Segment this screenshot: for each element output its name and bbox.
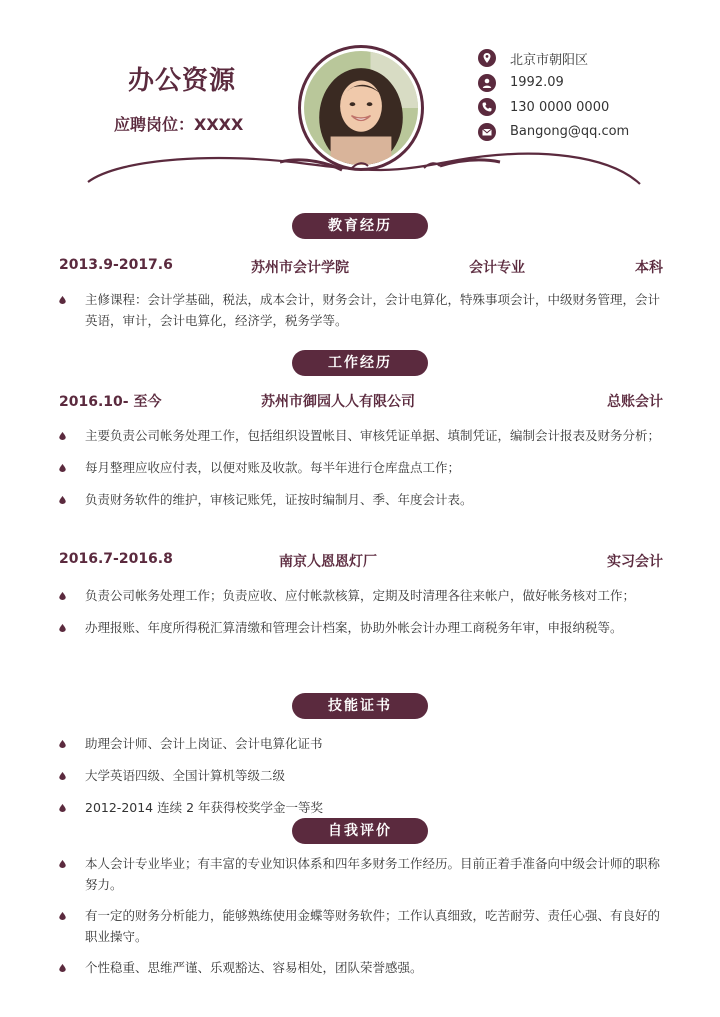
work-row-1 xyxy=(59,391,663,413)
candidate-name: 办公资源 xyxy=(128,66,237,96)
job-period: 2016.7-2016.8 xyxy=(59,551,173,567)
education-degree: 本科 xyxy=(635,260,663,276)
education-period: 2013.9-2017.6 xyxy=(59,257,173,273)
bullet-drop-icon xyxy=(59,860,66,868)
bullet-drop-icon xyxy=(59,496,66,504)
list-item: 个性稳重、思维严谨、乐观豁达、容易相处，团队荣誉感强。 xyxy=(59,957,671,978)
bullet-drop-icon xyxy=(59,804,66,812)
list-item: 大学英语四级、全国计算机等级二级 xyxy=(59,765,671,786)
job-company: 南京人恩恩灯厂 xyxy=(279,554,377,570)
contact-birth xyxy=(478,71,629,96)
bullet-drop-icon xyxy=(59,740,66,748)
section-title-skills: 技能证书 xyxy=(292,693,428,719)
bullet-drop-icon xyxy=(59,432,66,440)
list-item: 主修课程：会计学基础，税法，成本会计，财务会计，会计电算化，特殊事项会计，中级财务管理，会计英语，审计，会计电算化，经济学，税务学等。 xyxy=(59,289,671,331)
list-item: 每月整理应收应付表，以便对账及收款。每半年进行仓库盘点工作； xyxy=(59,457,671,478)
list-item: 负责公司帐务处理工作；负责应收、应付帐款核算，定期及时清理各往来帐户，做好帐务核对工作； xyxy=(59,585,671,606)
phone-icon xyxy=(478,98,496,116)
section-title-self-evaluation: 自我评价 xyxy=(292,818,428,844)
decorative-swirl xyxy=(80,140,646,190)
education-major: 会计专业 xyxy=(469,260,525,276)
bullet-drop-icon xyxy=(59,296,66,304)
contact-birth-text: 1992.09 xyxy=(510,75,564,91)
contact-phone-text: 130 0000 0000 xyxy=(510,99,610,115)
contact-location-text: 北京市朝阳区 xyxy=(510,52,589,68)
job-role: 实习会计 xyxy=(607,554,663,570)
contact-list xyxy=(478,46,629,144)
job-role: 总账会计 xyxy=(607,394,663,410)
self-evaluation-list xyxy=(59,853,671,978)
education-row xyxy=(59,257,663,279)
list-item: 主要负责公司帐务处理工作，包括组织设置帐目、审核凭证单据、填制凭证，编制会计报表及财务分析； xyxy=(59,425,671,446)
job-1-details xyxy=(59,425,671,510)
work-row-2 xyxy=(59,551,663,573)
bullet-drop-icon xyxy=(59,772,66,780)
bullet-drop-icon xyxy=(59,464,66,472)
person-icon xyxy=(478,74,496,92)
location-pin-icon xyxy=(478,49,496,67)
contact-email-text: Bangong@qq.com xyxy=(510,124,630,140)
list-item: 负责财务软件的维护，审核记账凭，证按时编制月、季、年度会计表。 xyxy=(59,489,671,510)
education-school: 苏州市会计学院 xyxy=(251,260,349,276)
job-2-details xyxy=(59,585,671,638)
bullet-drop-icon xyxy=(59,912,66,920)
list-item: 2012-2014 连续 2 年获得校奖学金一等奖 xyxy=(59,797,671,818)
list-item: 办理报账、年度所得税汇算清缴和管理会计档案，协助外帐会计办理工商税务年审，申报纳税等。 xyxy=(59,617,671,638)
contact-location xyxy=(478,46,629,71)
applied-position: 应聘岗位：XXXX xyxy=(114,115,244,134)
list-item: 本人会计专业毕业；有丰富的专业知识体系和四年多财务工作经历。目前正着手准备向中级会计师的职称努力。 xyxy=(59,853,671,895)
job-period: 2016.10- 至今 xyxy=(59,394,162,410)
job-company: 苏州市御园人人有限公司 xyxy=(261,394,415,410)
education-details xyxy=(59,289,671,331)
list-item: 助理会计师、会计上岗证、会计电算化证书 xyxy=(59,733,671,754)
contact-phone xyxy=(478,95,629,120)
section-title-work: 工作经历 xyxy=(292,350,428,376)
section-title-education: 教育经历 xyxy=(292,213,428,239)
list-item: 有一定的财务分析能力，能够熟练使用金蝶等财务软件；工作认真细致，吃苦耐劳、责任心强、有良好的职业操守。 xyxy=(59,905,671,947)
mail-icon xyxy=(478,123,496,141)
bullet-drop-icon xyxy=(59,964,66,972)
bullet-drop-icon xyxy=(59,624,66,632)
bullet-drop-icon xyxy=(59,592,66,600)
skills-list xyxy=(59,733,671,818)
